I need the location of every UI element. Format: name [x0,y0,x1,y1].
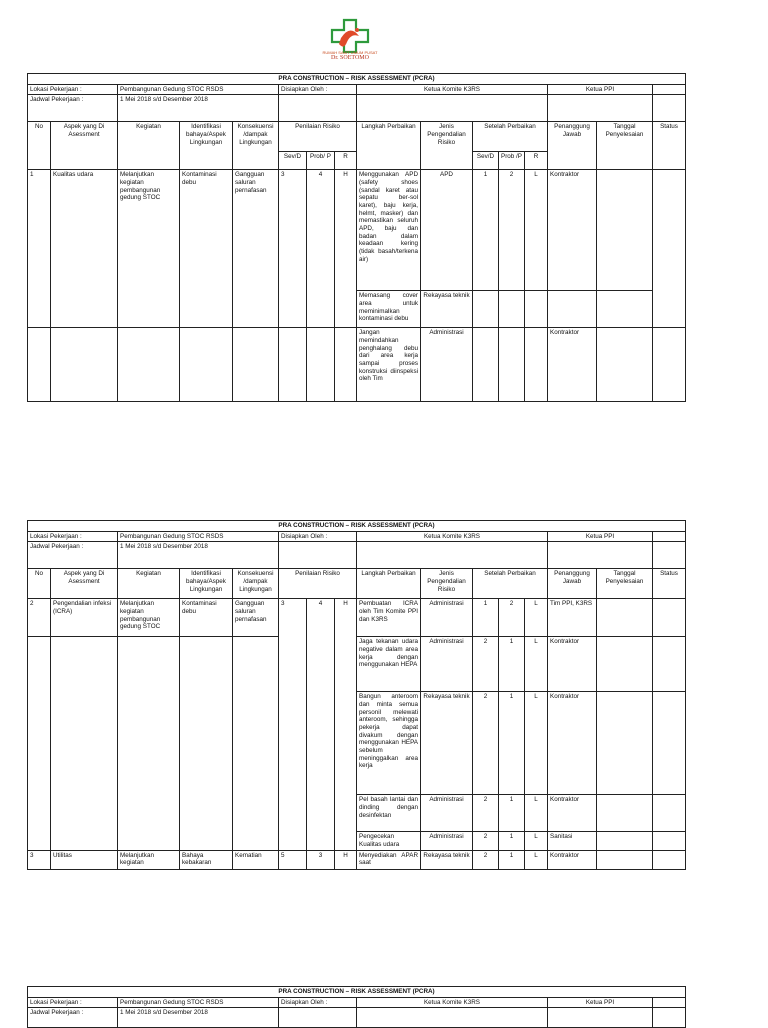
jadwal-label: Jadwal Pekerjaan : [28,95,118,122]
col-langkah: Langkah Perbaikan [357,122,421,170]
col-no: No [28,569,51,599]
table-row: 3 Utilitas Melanjutkan kegiatan Bahaya kebakaran Kematian 5 3 H Menyediakan APAR saat Rekayasa teknik 2 1 L Kontraktor [28,850,686,869]
table-row: 2 Pengendalian infeksi (ICRA) Melanjutkan kegiatan pembangunan gedung STOC Kontaminasi debu Gangguan saluran pernafasan 3 4 H Pembuatan ICRA oleh Tim Komite PPI dan K3RS Administrasi 1 2 L Tim PPI, K3RS [28,599,686,637]
table-row: Memasang cover area untuk meminimalkan kontaminasi debu Rekayasa teknik [28,291,686,328]
col-konsekuensi: Konsekuensi /dampak Lingkungan [233,122,279,170]
table-title: PRA CONSTRUCTION – RISK ASSESSMENT (PCRA) [28,521,686,532]
ketua-k3rs: Ketua Komite K3RS [357,84,548,95]
col-konsekuensi: Konsekuensi /dampak Lingkungan [233,569,279,599]
col-tanggal: Tanggal Penyelesaian [597,569,653,599]
disiapkan-label: Disiapkan Oleh : [279,531,357,542]
jadwal-label: Jadwal Pekerjaan : [28,542,118,569]
col-penilaian: Penilaian Risiko [279,569,357,599]
logo-text-line: RUMAH SAKIT UMUM PUSAT [322,50,378,55]
col-aspek: Aspek yang Di Asessment [51,122,118,170]
ketua-k3rs: Ketua Komite K3RS [357,997,548,1008]
ketua-ppi: Ketua PPI [548,531,653,542]
col-r: R [335,152,357,170]
jadwal-label: Jadwal Pekerjaan : [28,1008,118,1028]
lokasi-label: Lokasi Pekerjaan : [28,531,118,542]
lokasi-value: Pembangunan Gedung STOC RSDS [118,531,279,542]
col-jenis: Jenis Pengendalian Risiko [421,569,473,599]
col-langkah: Langkah Perbaikan [357,569,421,599]
pcra-table-1 [27,73,686,402]
jadwal-value: 1 Mei 2018 s/d Desember 2018 [118,542,279,569]
col-sevd-after: Sev/D [473,152,499,170]
ketua-ppi: Ketua PPI [548,84,653,95]
col-identifikasi: Identifikasi bahaya/Aspek Lingkungan [180,122,233,170]
col-status: Status [653,569,686,599]
lokasi-value: Pembangunan Gedung STOC RSDS [118,997,279,1008]
table-row: Pel basah lantai dan dinding dengan desinfektan Administrasi 2 1 L Kontraktor [28,795,686,832]
jadwal-value: 1 Mei 2018 s/d Desember 2018 [118,95,279,122]
jadwal-value: 1 Mei 2018 s/d Desember 2018 [118,1008,279,1028]
col-jenis: Jenis Pengendalian Risiko [421,122,473,170]
table-row: Bangun anteroom dan minta semua personil melewati anteroom, sehingga pekerja dapat divakum dengan menggunakan HEPA sebelum meninggalkan area kerja Rekayasa teknik 2 1 L Kontraktor [28,692,686,795]
table-title: PRA CONSTRUCTION – RISK ASSESSMENT (PCRA) [28,987,686,998]
lokasi-value: Pembangunan Gedung STOC RSDS [118,84,279,95]
col-probp-after: Prob /P [499,152,525,170]
table-row: Jangan memindahkan penghalang debu dari area kerja sampai proses konstruksi diinspeksi oleh Tim Administrasi Kontraktor [28,328,686,402]
table-title: PRA CONSTRUCTION – RISK ASSESSMENT (PCRA) [28,74,686,85]
logo-hospital-name: Dr. SOETOMO [331,55,369,61]
col-kegiatan: Kegiatan [118,569,180,599]
col-sevd: Sev/D [279,152,307,170]
col-setelah: Setelah Perbaikan [473,569,548,599]
col-penilaian: Penilaian Risiko [279,122,357,152]
lokasi-label: Lokasi Pekerjaan : [28,84,118,95]
col-tanggal: Tanggal Penyelesaian [597,122,653,170]
pcra-table-3 [27,986,686,1028]
col-no: No [28,122,51,170]
col-aspek: Aspek yang Di Asessment [51,569,118,599]
col-r-after: R [525,152,548,170]
disiapkan-label: Disiapkan Oleh : [279,997,357,1008]
table-row: 1 Kualitas udara Melanjutkan kegiatan pembangunan gedung STOC Kontaminasi debu Gangguan saluran pernafasan 3 4 H Menggunakan APD (safety shoes (sandal karet atau sepatu ber-sol karet), baju kerja, helmt, masker) dan memastikan seluruh APD, baju dan badan dalam keadaan kering (tidak basah/terkena air) APD 1 2 L Kontraktor [28,170,686,291]
pcra-table-2 [27,520,686,870]
col-identifikasi: Identifikasi bahaya/Aspek Lingkungan [180,569,233,599]
col-kegiatan: Kegiatan [118,122,180,170]
ketua-ppi: Ketua PPI [548,997,653,1008]
disiapkan-label: Disiapkan Oleh : [279,84,357,95]
col-penanggung: Penanggung Jawab [548,122,597,170]
col-setelah: Setelah Perbaikan [473,122,548,152]
ketua-k3rs: Ketua Komite K3RS [357,531,548,542]
table-row: Jaga tekanan udara negative dalam area kerja dengan menggunakan HEPA Administrasi 2 1 L Kontraktor [28,637,686,692]
lokasi-label: Lokasi Pekerjaan : [28,997,118,1008]
col-status: Status [653,122,686,170]
table-row: Pengecekan Kualitas udara Administrasi 2 1 L Sanitasi [28,832,686,850]
col-probp: Prob/ P [307,152,335,170]
col-penanggung: Penanggung Jawab [548,569,597,599]
